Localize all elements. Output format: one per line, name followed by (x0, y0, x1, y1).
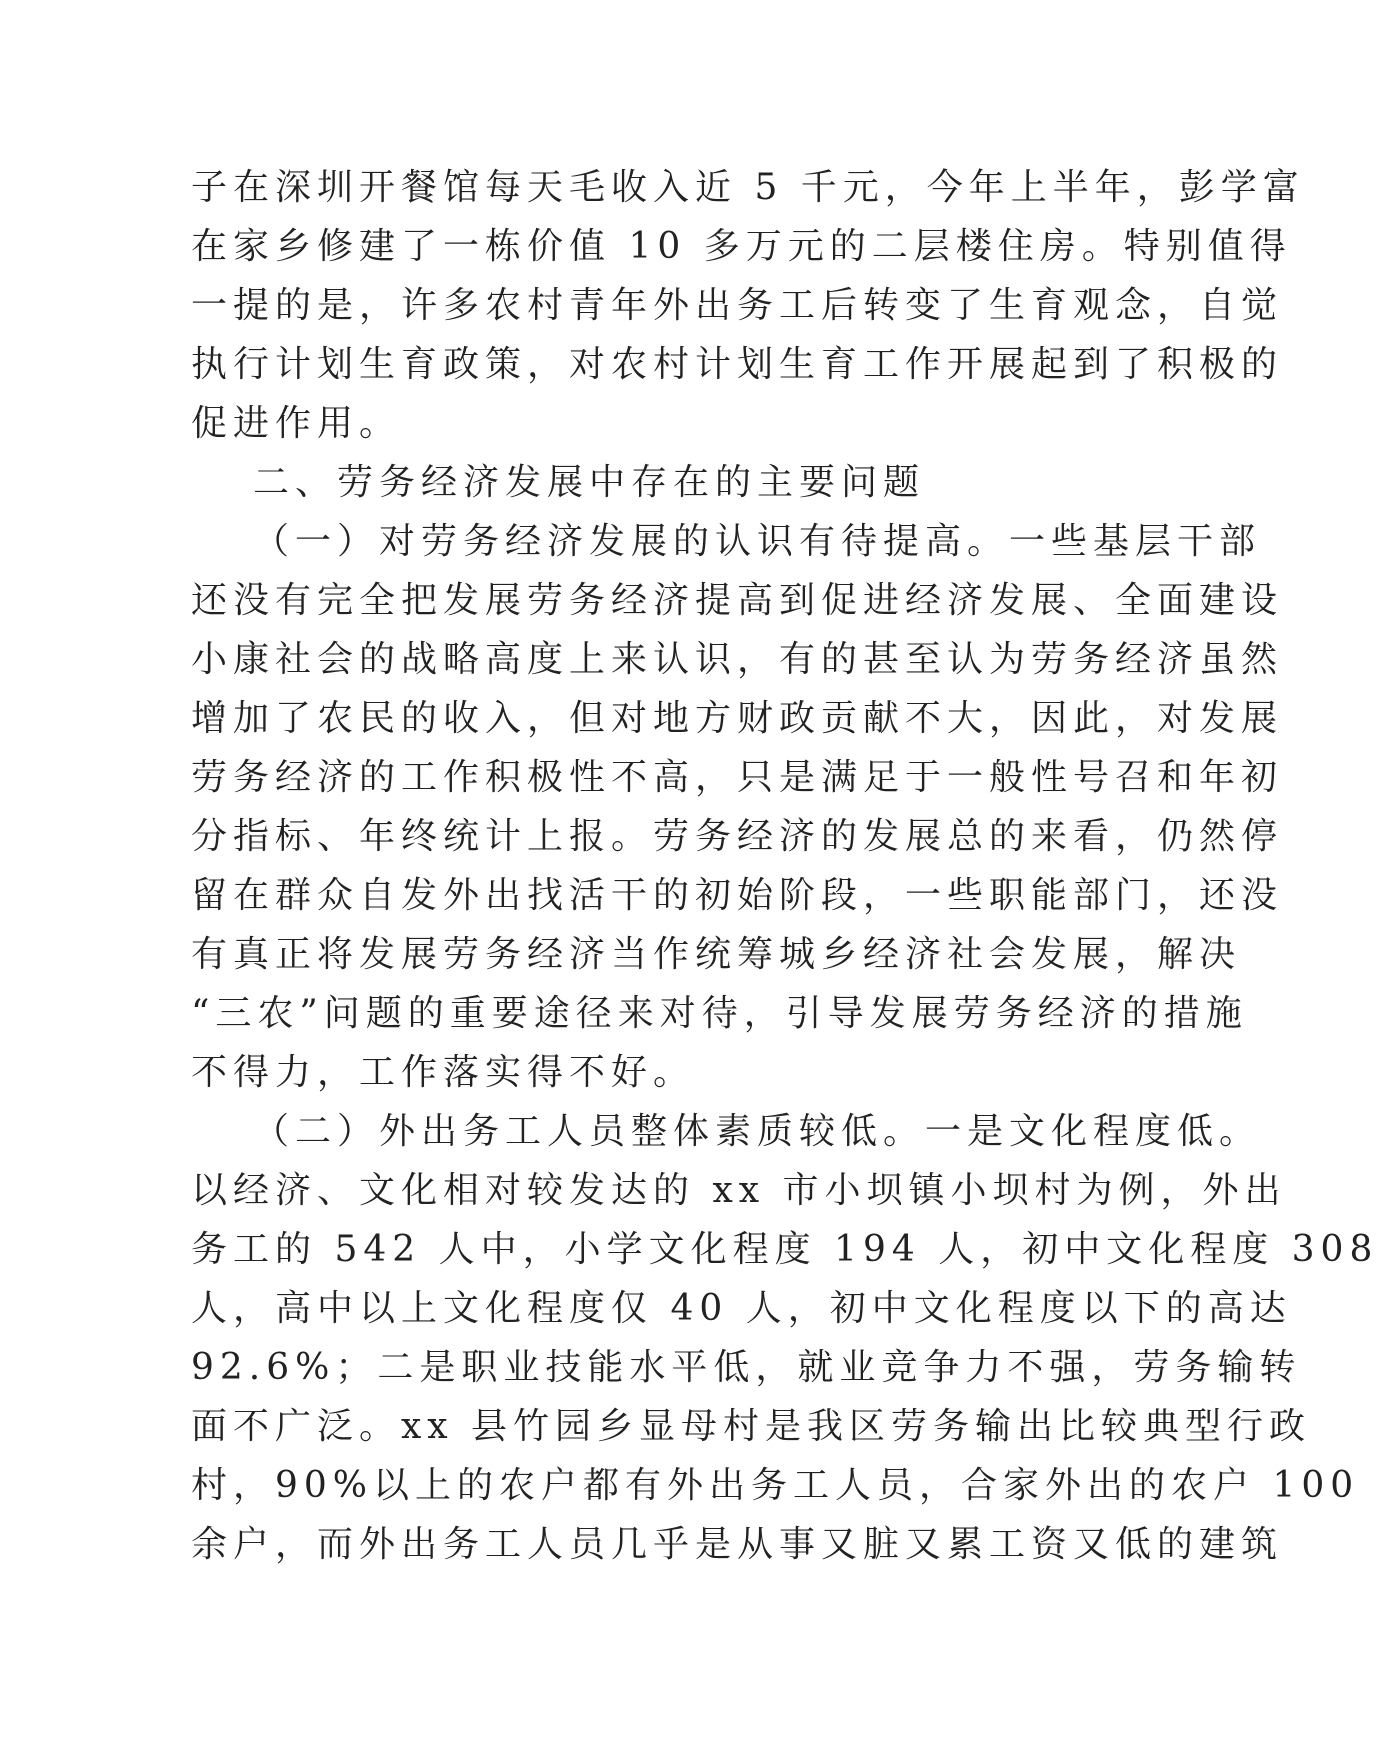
text-line: 务工的 542 人中，小学文化程度 194 人，初中文化程度 308 (191, 1229, 1378, 1270)
subsection-heading-line: （一）对劳务经济发展的认识有待提高。一些基层干部 (253, 521, 1262, 562)
text-line: 小康社会的战略高度上来认识，有的甚至认为劳务经济虽然 (191, 639, 1284, 680)
text-line: 92.6%；二是职业技能水平低，就业竞争力不强，劳务输转 (191, 1347, 1302, 1388)
text-line: 不得力，工作落实得不好。 (191, 1052, 696, 1093)
text-line: 执行计划生育政策，对农村计划生育工作开展起到了积极的 (191, 344, 1284, 385)
text-line: 余户，而外出务工人员几乎是从事又脏又累工资又低的建筑 (191, 1524, 1284, 1565)
text-line: 分指标、年终统计上报。劳务经济的发展总的来看，仍然停 (191, 816, 1284, 857)
text-line: 留在群众自发外出找活干的初始阶段，一些职能部门，还没 (191, 875, 1284, 916)
document-body (191, 158, 1378, 1574)
text-line: 增加了农民的收入，但对地方财政贡献不大，因此，对发展 (191, 698, 1284, 739)
text-line: 面不广泛。xx 县竹园乡显母村是我区劳务输出比较典型行政 (191, 1406, 1312, 1447)
text-line: 促进作用。 (191, 403, 402, 444)
text-line: 村，90%以上的农户都有外出务工人员，合家外出的农户 100 (191, 1465, 1360, 1506)
text-line: 在家乡修建了一栋价值 10 多万元的二层楼住房。特别值得 (191, 226, 1292, 267)
text-line: 劳务经济的工作积极性不高，只是满足于一般性号召和年初 (191, 757, 1284, 798)
text-line: “三农”问题的重要途径来对待，引导发展劳务经济的措施 (191, 993, 1248, 1034)
text-line: 子在深圳开餐馆每天毛收入近 5 千元，今年上半年，彭学富 (191, 167, 1305, 208)
text-line: 一提的是，许多农村青年外出务工后转变了生育观念，自觉 (191, 285, 1284, 326)
text-line: 还没有完全把发展劳务经济提高到促进经济发展、全面建设 (191, 580, 1284, 621)
text-line: 有真正将发展劳务经济当作统筹城乡经济社会发展，解决 (191, 934, 1242, 975)
text-line: 人，高中以上文化程度仅 40 人，初中文化程度以下的高达 (191, 1288, 1292, 1329)
section-heading: 二、劳务经济发展中存在的主要问题 (253, 462, 926, 503)
subsection-heading-line: （二）外出务工人员整体素质较低。一是文化程度低。 (253, 1111, 1262, 1152)
text-line: 以经济、文化相对较发达的 xx 市小坝镇小坝村为例，外出 (191, 1170, 1287, 1211)
